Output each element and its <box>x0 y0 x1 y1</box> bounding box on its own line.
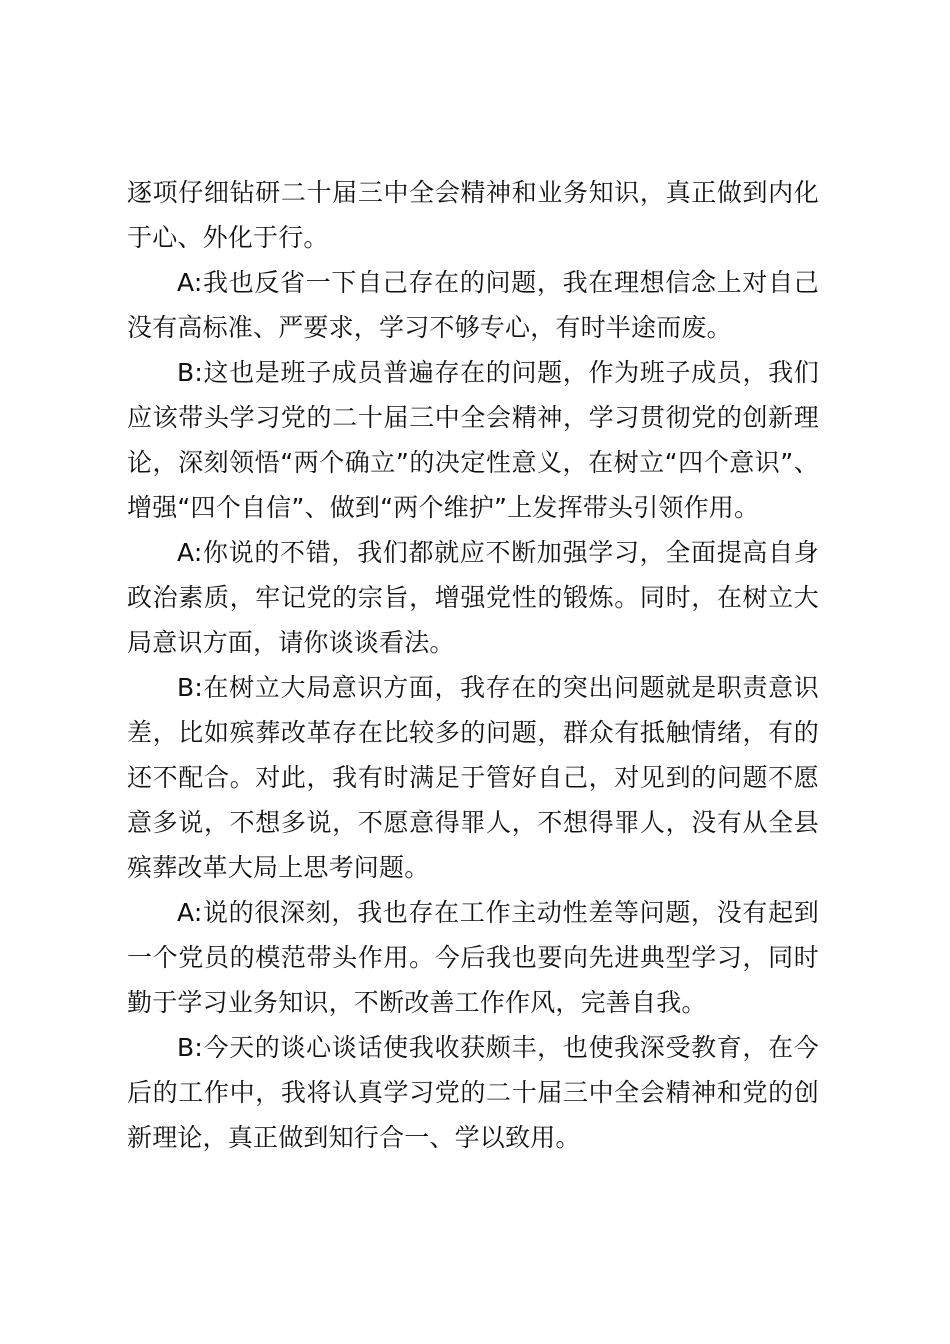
paragraph-b-overall-awareness: B:在树立大局意识方面，我存在的突出问题就是职责意识差，比如殡葬改革存在比较多的问题，群众有抵触情绪，有的还不配合。对此，我有时满足于管好自己，对见到的问题不愿意多说，不想多说，不愿意得罪人，不想得罪人，没有从全县殡葬改革大局上思考问题。 <box>127 673 819 882</box>
paragraph-b-conclusion: B:今天的谈心谈话使我收获颇丰，也使我深受教育，在今后的工作中，我将认真学习党的二十届三中全会精神和党的创新理论，真正做到知行合一、学以致用。 <box>127 1033 819 1152</box>
paragraph-a-initiative: A:说的很深刻，我也存在工作主动性差等问题，没有起到一个党员的模范带头作用。今后我也要向先进典型学习，同时勤于学习业务知识，不断改善工作作风，完善自我。 <box>127 898 819 1017</box>
paragraph-a-self-reflection: A:我也反省一下自己存在的问题，我在理想信念上对自己没有高标准、严要求，学习不够专心，有时半途而废。 <box>127 268 819 342</box>
paragraph-a-strengthen-study: A:你说的不错，我们都就应不断加强学习，全面提高自身政治素质，牢记党的宗旨，增强党性的锻炼。同时，在树立大局意识方面，请你谈谈看法。 <box>127 538 819 657</box>
document-body <box>127 170 819 1160</box>
paragraph-b-team-issues: B:这也是班子成员普遍存在的问题，作为班子成员，我们应该带头学习党的二十届三中全会精神，学习贯彻党的创新理论，深刻领悟“两个确立”的决定性意义，在树立“四个意识”、增强“四个自信”、做到“两个维护”上发挥带头引领作用。 <box>127 358 819 522</box>
paragraph-continued: 逐项仔细钻研二十届三中全会精神和业务知识，真正做到内化于心、外化于行。 <box>127 178 819 252</box>
